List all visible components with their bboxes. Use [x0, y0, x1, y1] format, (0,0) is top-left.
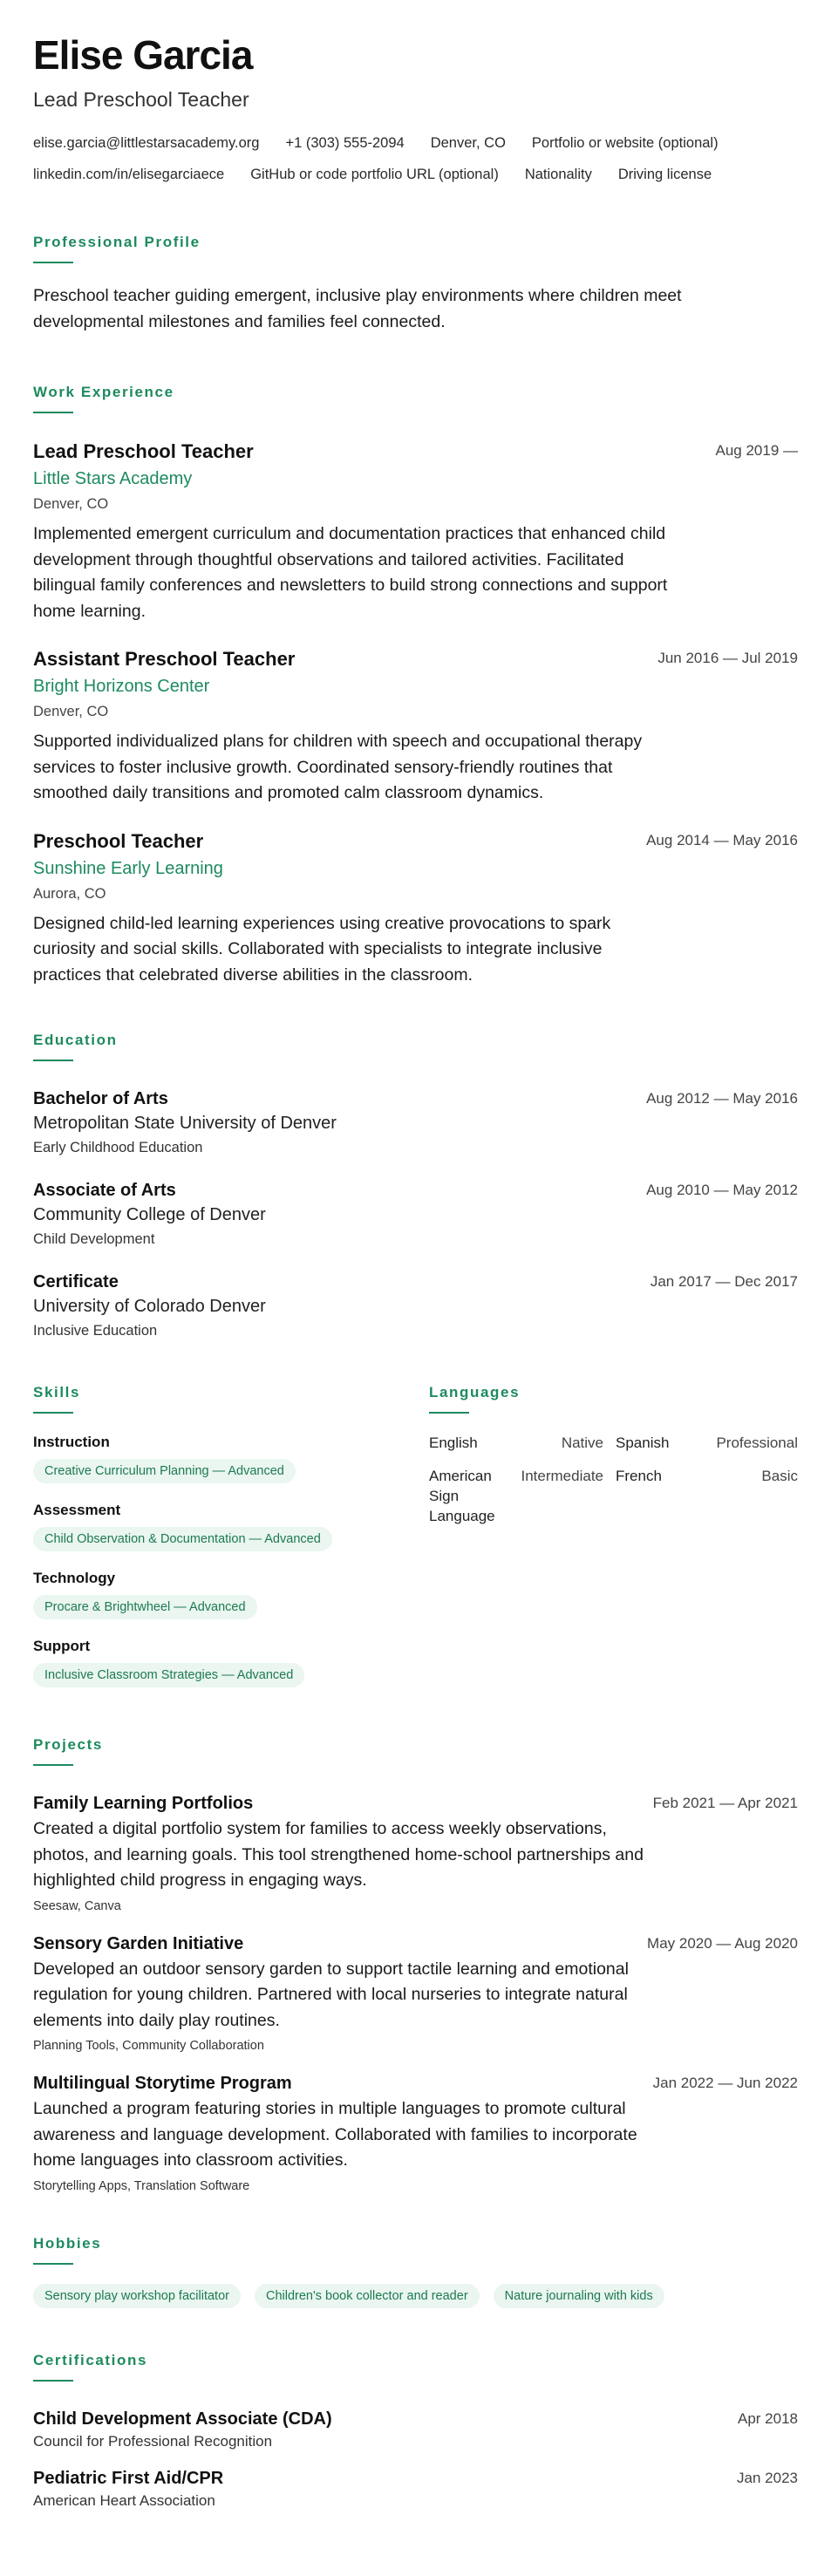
skill-tag: Child Observation & Documentation — Advanced — [33, 1527, 332, 1551]
job-description: Designed child-led learning experiences using creative provocations to spark curiosity and social skills. Collaborated with specialists to integrate inclusive practices that celebrated diverse abilities in the classroom. — [33, 913, 611, 985]
language-name: American Sign Language — [429, 1468, 495, 1524]
job-title: Assistant Preschool Teacher — [33, 648, 296, 670]
language-level: Professional — [716, 1435, 798, 1451]
hobby-tag: Sensory play workshop facilitator — [33, 2284, 241, 2308]
language-level: Basic — [761, 1468, 798, 1484]
projects-section — [33, 1736, 798, 2195]
project-dates: Jan 2022 — Jun 2022 — [652, 2075, 798, 2091]
hobbies-section — [33, 2235, 798, 2308]
company-name: Little Stars Academy — [33, 469, 193, 488]
job-title: Lead Preschool Teacher — [33, 440, 254, 462]
education-dates: Jan 2017 — Dec 2017 — [650, 1273, 798, 1290]
contact-portfolio[interactable]: Portfolio or website (optional) — [531, 135, 719, 151]
project-description: Created a digital portfolio system for families to access weekly observations, photos, and learning goals. This tool strengthened home-school partnerships and highlighted child progress in engaging ways. — [33, 1819, 644, 1890]
school-name: University of Colorado Denver — [33, 1297, 266, 1316]
project-item — [33, 2072, 798, 2195]
skills-section — [33, 1384, 417, 1687]
certification-item — [33, 2408, 798, 2451]
certification-name: Pediatric First Aid/CPR — [33, 2468, 224, 2488]
hobby-tag: Nature journaling with kids — [494, 2284, 664, 2308]
section-title-experience: Work Experience — [33, 384, 174, 400]
project-title: Sensory Garden Initiative — [33, 1933, 244, 1953]
experience-item — [33, 829, 798, 989]
contact-phone[interactable]: +1 (303) 555-2094 — [285, 135, 405, 151]
section-divider — [33, 2380, 73, 2382]
section-divider — [429, 1412, 469, 1414]
job-location: Denver, CO — [33, 496, 109, 512]
contact-list — [33, 134, 800, 183]
profile-summary: Preschool teacher guiding emergent, inclusive play environments where children meet developmental milestones and families feel connected. — [33, 286, 682, 331]
company-name: Bright Horizons Center — [33, 677, 210, 696]
school-name: Metropolitan State University of Denver — [33, 1114, 337, 1133]
job-location: Aurora, CO — [33, 885, 106, 902]
contact-nationality: Nationality — [524, 167, 592, 182]
education-item — [33, 1087, 798, 1157]
skill-tag: Inclusive Classroom Strategies — Advanced — [33, 1663, 304, 1687]
education-dates: Aug 2012 — May 2016 — [646, 1090, 798, 1107]
school-name: Community College of Denver — [33, 1205, 266, 1224]
profile-section — [33, 234, 798, 335]
certifications-section — [33, 2352, 798, 2511]
job-dates: Aug 2014 — May 2016 — [646, 831, 798, 848]
language-level: Native — [561, 1435, 603, 1451]
section-title-hobbies: Hobbies — [33, 2234, 102, 2252]
contact-github[interactable]: GitHub or code portfolio URL (optional) — [250, 167, 499, 182]
skill-group — [33, 1501, 417, 1551]
language-name: Spanish — [616, 1435, 670, 1451]
skill-category: Assessment — [33, 1502, 121, 1518]
certification-issuer: Council for Professional Recognition — [33, 2432, 273, 2450]
skill-group — [33, 1433, 417, 1483]
skill-group — [33, 1569, 417, 1619]
languages-section — [429, 1384, 798, 1546]
section-divider — [33, 1764, 73, 1766]
job-description: Implemented emergent curriculum and documentation practices that enhanced child development through thoughtful observations and tailored activities. Facilitated bilingual family conferences and newsletters to build strong connections and support home learning. — [33, 524, 668, 621]
degree-name: Bachelor of Arts — [33, 1089, 168, 1108]
candidate-headline: Lead Preschool Teacher — [33, 88, 249, 111]
project-description: Developed an outdoor sensory garden to support tactile learning and emotional regulation for young children. Partnered with local nurseries to integrate natural elements into daily play routines. — [33, 1959, 629, 2030]
experience-item — [33, 440, 798, 624]
field-of-study: Inclusive Education — [33, 1323, 158, 1339]
language-name: English — [429, 1435, 478, 1451]
skill-tag: Procare & Brightwheel — Advanced — [33, 1595, 257, 1619]
project-item — [33, 1792, 798, 1915]
contact-driving-license: Driving license — [617, 167, 712, 182]
project-dates: May 2020 — Aug 2020 — [647, 1934, 798, 1952]
experience-item — [33, 647, 798, 807]
candidate-name: Elise Garcia — [33, 32, 253, 78]
field-of-study: Child Development — [33, 1231, 155, 1247]
skills-languages-row — [33, 1384, 798, 1741]
certification-name: Child Development Associate (CDA) — [33, 2409, 332, 2429]
job-location: Denver, CO — [33, 704, 109, 719]
section-title-certifications: Certifications — [33, 2351, 148, 2368]
certification-date: Apr 2018 — [738, 2409, 798, 2427]
project-title: Family Learning Portfolios — [33, 1794, 254, 1813]
education-dates: Aug 2010 — May 2012 — [646, 1182, 798, 1198]
certification-item — [33, 2467, 798, 2511]
experience-section — [33, 384, 798, 988]
project-tools: Seesaw, Canva — [33, 1898, 121, 1913]
contact-location: Denver, CO — [430, 135, 506, 151]
hobby-list — [33, 2284, 798, 2308]
hobby-tag: Children's book collector and reader — [255, 2284, 480, 2308]
education-item — [33, 1271, 798, 1340]
job-dates: Jun 2016 — Jul 2019 — [657, 650, 798, 666]
section-title-languages: Languages — [429, 1384, 521, 1400]
resume-header — [33, 31, 798, 183]
degree-name: Associate of Arts — [33, 1181, 176, 1200]
skill-category: Instruction — [33, 1434, 110, 1450]
section-divider — [33, 262, 73, 263]
project-tools: Planning Tools, Community Collaboration — [33, 2039, 264, 2053]
project-item — [33, 1932, 798, 2055]
contact-linkedin[interactable]: linkedin.com/in/elisegarciaece — [33, 167, 225, 182]
section-divider — [33, 1060, 73, 1061]
contact-email[interactable]: elise.garcia@littlestarsacademy.org — [33, 135, 260, 151]
skill-category: Support — [33, 1638, 91, 1654]
project-title: Multilingual Storytime Program — [33, 2074, 292, 2093]
job-description: Supported individualized plans for children with speech and occupational therapy services to foster inclusive growth. Coordinated sensory-friendly routines that smoothed daily transitions and promoted calm classroom dynamics. — [33, 732, 643, 802]
section-divider — [33, 2263, 73, 2265]
company-name: Sunshine Early Learning — [33, 858, 223, 878]
section-divider — [33, 412, 73, 413]
degree-name: Certificate — [33, 1272, 119, 1291]
field-of-study: Early Childhood Education — [33, 1140, 203, 1155]
project-tools: Storytelling Apps, Translation Software — [33, 2178, 250, 2193]
project-dates: Feb 2021 — Apr 2021 — [652, 1795, 798, 1811]
skill-group — [33, 1637, 417, 1687]
education-section — [33, 1032, 798, 1340]
certification-issuer: American Heart Association — [33, 2491, 215, 2509]
education-item — [33, 1179, 798, 1249]
section-title-education: Education — [33, 1032, 118, 1048]
section-title-projects: Projects — [33, 1736, 103, 1753]
project-description: Launched a program featuring stories in multiple languages to promote cultural awareness and language development. Collaborated with families to incorporate home languages into classroom activities. — [33, 2099, 637, 2170]
job-title: Preschool Teacher — [33, 829, 204, 852]
languages-list — [429, 1433, 798, 1546]
language-name: French — [616, 1468, 662, 1484]
section-title-profile: Professional Profile — [33, 234, 201, 250]
certification-date: Jan 2023 — [737, 2469, 798, 2486]
skill-category: Technology — [33, 1570, 116, 1586]
section-divider — [33, 1412, 73, 1414]
job-dates: Aug 2019 — — [715, 442, 798, 459]
language-level: Intermediate — [521, 1468, 603, 1484]
skill-tag: Creative Curriculum Planning — Advanced — [33, 1459, 296, 1483]
section-title-skills: Skills — [33, 1384, 81, 1400]
